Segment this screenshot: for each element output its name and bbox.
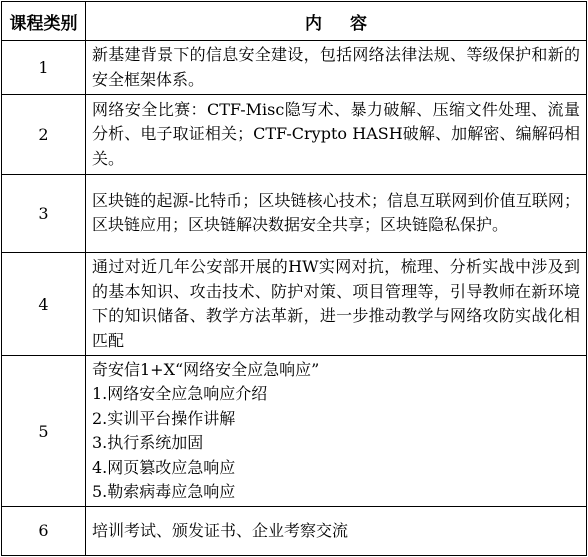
list-item: 奇安信1+X“网络安全应急响应” xyxy=(92,359,320,379)
row-number: 4 xyxy=(2,252,86,355)
table-row xyxy=(2,41,587,95)
header-category: 课程类别 xyxy=(2,2,86,41)
row-number: 2 xyxy=(2,95,86,174)
header-content xyxy=(86,2,587,41)
list-item: 5.勒索病毒应急响应 xyxy=(92,482,236,502)
row-content: 通过对近几年公安部开展的HW实网对抗，梳理、分析实战中涉及到的基本知识、攻击技术、防护对策、项目管理等，引导教师在新环境下的知识储备、教学方法革新，进一步推动教学与网络攻防实战化相匹配 xyxy=(86,252,587,355)
row-number: 6 xyxy=(2,506,86,555)
table-row xyxy=(2,174,587,252)
table-row xyxy=(2,95,587,174)
list-item: 2.实训平台操作讲解 xyxy=(92,408,236,428)
row-content: 新基建背景下的信息安全建设，包括网络法律法规、等级保护和新的安全框架体系。 xyxy=(86,41,587,95)
course-table xyxy=(1,1,587,556)
row-number: 3 xyxy=(2,174,86,252)
row-content: 区块链的起源-比特币；区块链核心技术；信息互联网到价值互联网；区块链应用；区块链解决数据安全共享；区块链隐私保护。 xyxy=(86,174,587,252)
list-item: 3.执行系统加固 xyxy=(92,433,204,453)
row-content-list xyxy=(86,356,587,507)
list-item: 4.网页篡改应急响应 xyxy=(92,457,236,477)
row-number: 1 xyxy=(2,41,86,95)
row-content: 培训考试、颁发证书、企业考察交流 xyxy=(86,506,587,555)
row-number: 5 xyxy=(2,356,86,507)
row-content: 网络安全比赛：CTF-Misc隐写术、暴力破解、压缩文件处理、流量分析、电子取证相关；CTF-Crypto HASH破解、加解密、编解码相关。 xyxy=(86,95,587,174)
header-content-label: 内容 xyxy=(305,13,395,34)
table-row xyxy=(2,356,587,507)
table-row xyxy=(2,252,587,355)
list-item: 1.网络安全应急响应介绍 xyxy=(92,384,268,404)
header-row xyxy=(2,2,587,41)
table-row xyxy=(2,506,587,555)
